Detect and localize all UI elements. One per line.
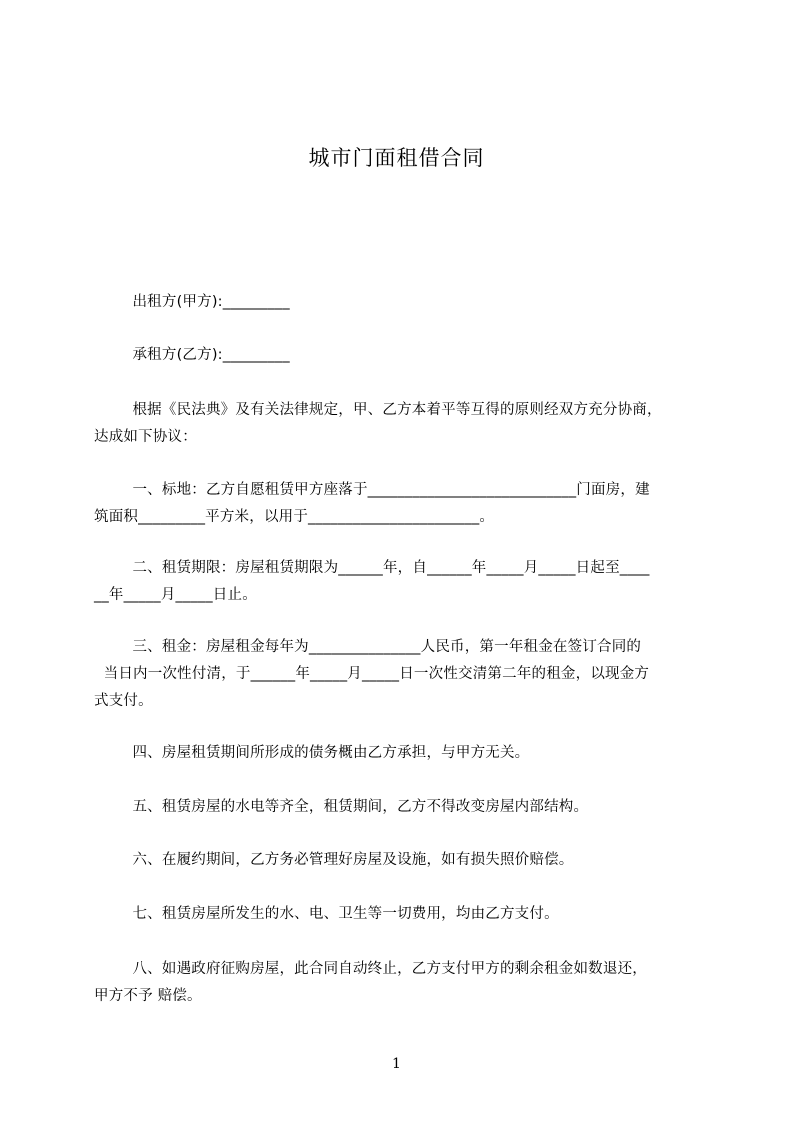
clause-8-line-2: 甲方不予 赔偿。 — [94, 988, 202, 1004]
clause-7: 七、租赁房屋所发生的水、电、卫生等一切费用，均由乙方支付。 — [94, 906, 559, 922]
party-a-line: 出租方(甲方):_________ — [94, 294, 290, 310]
clause-3-line-2: 当日内一次性付清，于______年_____月_____日一次性交清第二年的租金，以现金方 — [94, 666, 650, 682]
clause-1-line-2: 筑面积_________平方米，以用于_______________________。 — [94, 509, 495, 525]
clause-5: 五、租赁房屋的水电等齐全，租赁期间，乙方不得改变房屋内部结构。 — [94, 799, 589, 815]
clause-6: 六、在履约期间，乙方务必管理好房屋及设施，如有损失照价赔偿。 — [94, 852, 574, 868]
preamble-line-2: 达成如下协议： — [94, 429, 197, 445]
clause-3-line-3: 式支付。 — [94, 693, 153, 709]
preamble-line-1: 根据《民法典》及有关法律规定，甲、乙方本着平等互得的原则经双方充分协商， — [94, 402, 662, 418]
clause-4: 四、房屋租赁期间所形成的债务概由乙方承担，与甲方无关。 — [94, 745, 530, 761]
clause-8-line-1: 八、如遇政府征购房屋，此合同自动终止，乙方支付甲方的剩余租金如数退还， — [94, 961, 647, 977]
clause-3-line-1: 三、租金：房屋租金每年为_______________人民币，第一年租金在签订合同的 — [94, 639, 642, 655]
page-number: 1 — [392, 1056, 401, 1072]
clause-2-line-2: __年_____月_____日止。 — [94, 587, 257, 603]
party-b-line: 承租方(乙方):_________ — [94, 347, 290, 363]
document-title: 城市门面租借合同 — [308, 146, 485, 170]
clause-2-line-1: 二、租赁期限：房屋租赁期限为______年，自______年_____月_____日起至____ — [94, 560, 650, 576]
clause-1-line-1: 一、标地：乙方自愿租赁甲方座落于____________________________门面房，建 — [94, 482, 650, 498]
